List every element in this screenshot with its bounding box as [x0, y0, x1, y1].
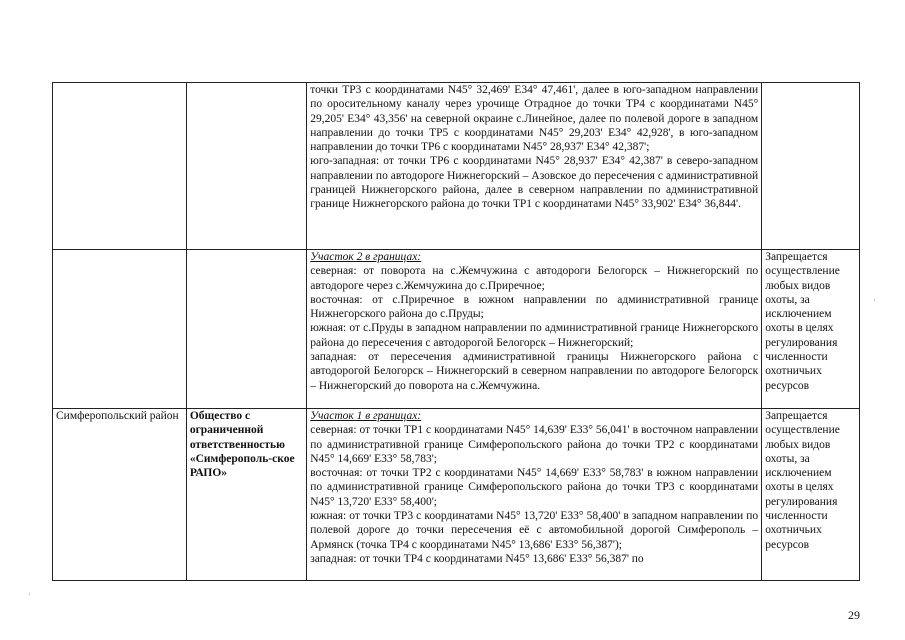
boundaries-table [52, 82, 860, 581]
table-row [53, 83, 860, 250]
district-cell [53, 250, 187, 409]
table-row [53, 409, 860, 581]
boundary-paragraph: северная: от точки ТР1 с координатами N45° 14,639' E33° 56,041' в восточном направлении по административной границе Симферопольского района до точки ТР2 с координатами N45° 14,669' E33° 58,783'; [310, 424, 759, 465]
section-title: Участок 1 в границах: [310, 410, 422, 422]
organization-cell: Общество с ограниченной ответственностью «Симферополь-ское РАПО» [186, 409, 306, 581]
boundary-paragraph: западная: от точки ТР4 с координатами N45° 13,686' E33° 56,387' по [310, 552, 644, 565]
boundary-paragraph: западная: от пересечения административной границы Нижнегорского района с автодорогой Белогорск – Нижнегорский в северном направлении по автодороге Белогорск – Нижнегорский до поворота на с.Жемчужина. [310, 351, 759, 392]
boundary-paragraph: восточная: от с.Приречное в южном направлении по административной границе Нижнегорского района до с.Пруды; [310, 293, 759, 321]
district-cell [53, 83, 187, 250]
boundary-paragraph: южная: от с.Пруды в западном направлении по административной границе Нижнегорского района до пересечения с автодорогой Белогорск – Нижнегорский; [310, 322, 759, 349]
restriction-cell: Запрещается осуществление любых видов охоты, за исключением охоты в целях регулирования численности охотничьих ресурсов [762, 409, 860, 581]
boundary-paragraph: точки ТР3 с координатами N45° 32,469' E34° 47,461', далее в юго-западном направлении по оросительному каналу через урочище Отрадное до точки ТР4 с координатами N45° 29,205' E34° 43,356' на северной окраине с.Линейное, далее по полевой дороге в западном направлении до точки ТР5 с координатами N45° 29,203' E34° 42,928', в юго-западном направлении до точки ТР6 с координатами N45° 28,937' E34° 42,387'; [310, 84, 759, 154]
boundary-paragraph: восточная: от точки ТР2 с координатами N45° 14,669' E33° 58,783' в южном направлении по административной границе Симферопольского района до точки ТР3 с координатами N45° 13,720' E33° 58,400'; [310, 467, 759, 508]
restriction-cell [762, 83, 860, 250]
scan-dot: · [28, 590, 31, 599]
scan-dot: · [873, 296, 876, 305]
boundary-paragraph: юго-западная: от точки ТР6 с координатами N45° 28,937' E34° 42,387' в северо-западном направлении по автодороге Нижнегорский – Азовское до пересечения с административной границей Нижнегорского района, далее в северном направлении по административной границе Нижнегорского района до точки ТР1 с координатами N45° 33,902' E34° 36,844'. [310, 155, 759, 211]
table-row [53, 250, 860, 409]
page-number: 29 [848, 608, 860, 622]
organization-cell [186, 250, 306, 409]
organization-cell [186, 83, 306, 250]
section-title: Участок 2 в границах: [310, 251, 422, 263]
boundary-description-cell [307, 250, 762, 409]
district-cell: Симферопольский район [53, 409, 187, 581]
boundary-description-cell [307, 409, 762, 581]
restriction-cell: Запрещается осуществление любых видов охоты, за исключением охоты в целях регулирования численности охотничьих ресурсов [762, 250, 860, 409]
boundary-description-cell [307, 83, 762, 250]
boundary-paragraph: южная: от точки ТР3 с координатами N45° 13,720' E33° 58,400' в западном направлении по полевой дороге до точки пересечения её с автомобильной дорогой Симферополь – Армянск (точка ТР4 с координатами N45° 13,686' E33° 56,387'); [310, 510, 759, 551]
boundary-paragraph: северная: от поворота на с.Жемчужина с автодороги Белогорск – Нижнегорский по автодороге через с.Жемчужина до с.Приречное; [310, 265, 759, 292]
